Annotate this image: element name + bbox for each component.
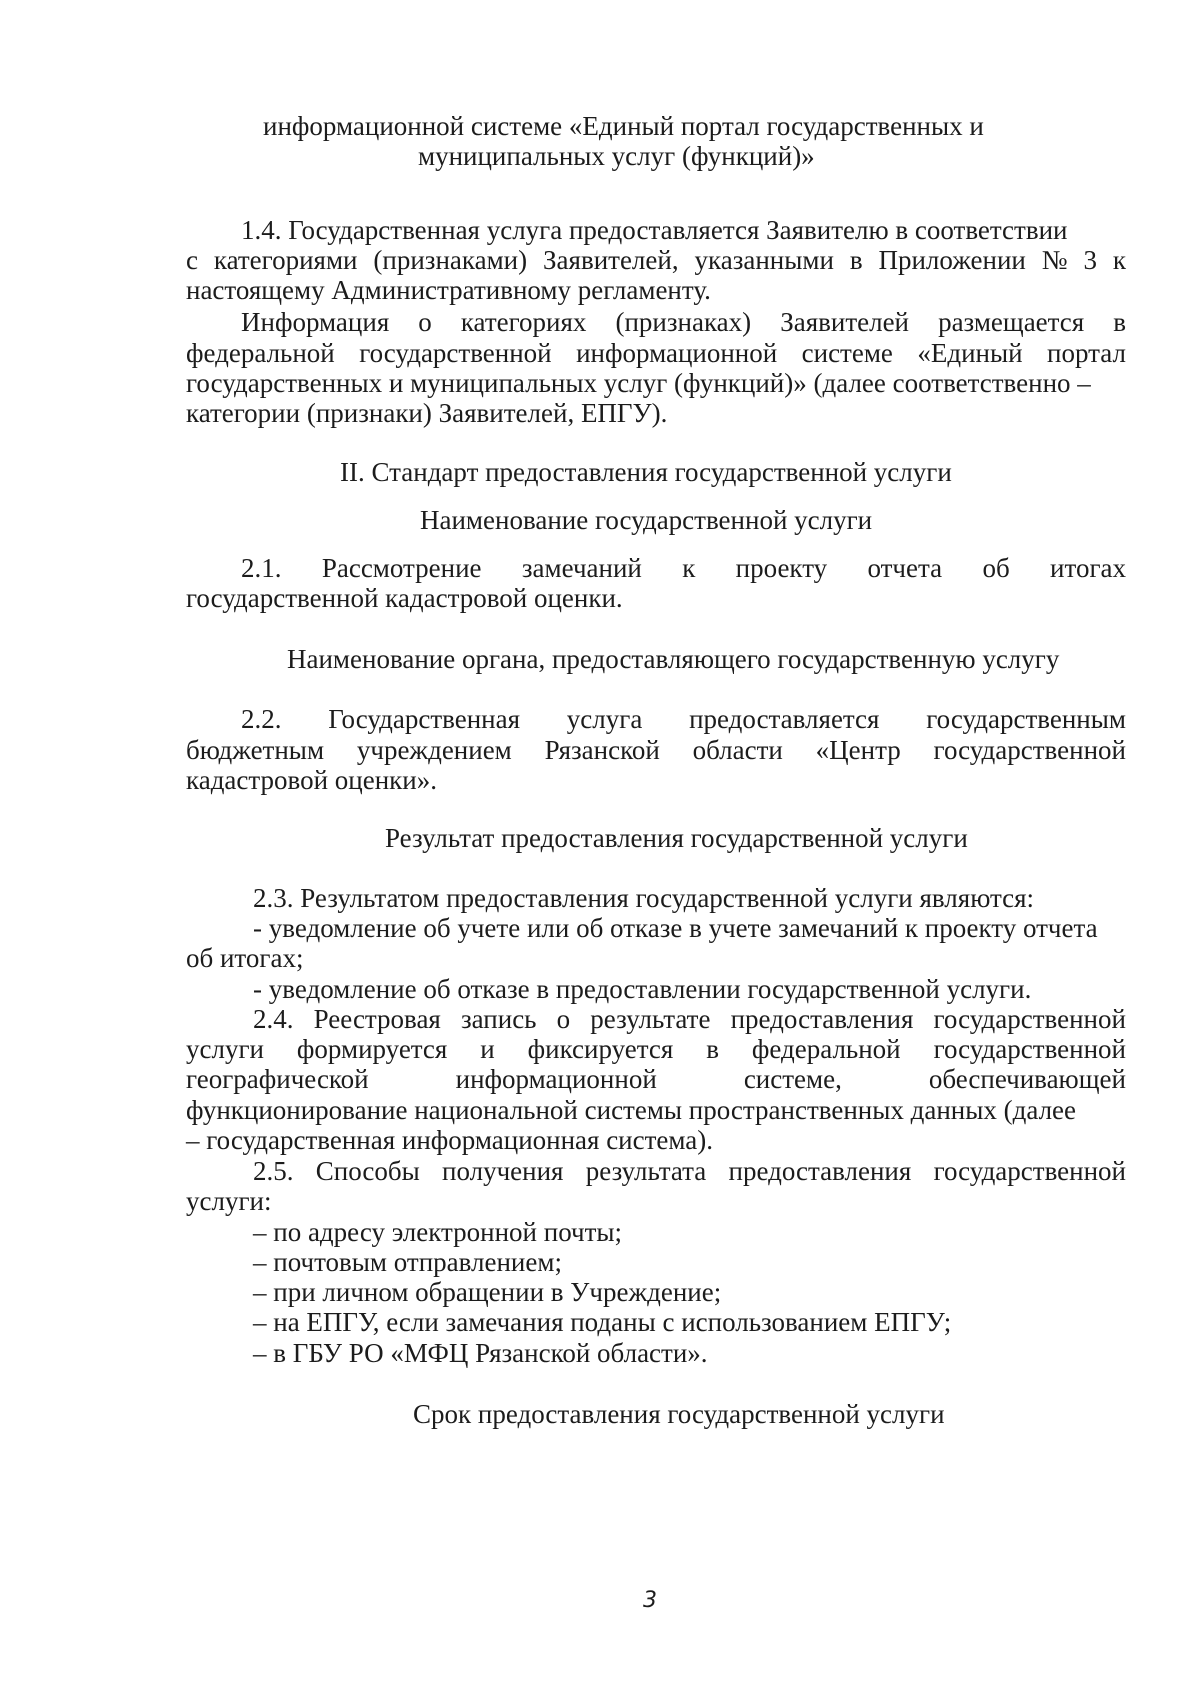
word: портал	[1047, 338, 1126, 368]
word: Заявителей	[780, 307, 910, 337]
word: Рязанской	[544, 735, 660, 765]
word: услуги	[186, 1034, 264, 1064]
word: государственной	[933, 735, 1126, 765]
word: о	[418, 307, 432, 337]
word: географической	[186, 1064, 369, 1094]
word: фиксируется	[527, 1034, 674, 1064]
word: к	[1112, 245, 1126, 275]
paragraph-info-line	[186, 337, 1126, 369]
paragraph-2-4-line	[186, 1063, 1126, 1095]
word: обеспечивающей	[928, 1064, 1126, 1094]
word: запись	[461, 1004, 537, 1034]
word: итогах	[1050, 553, 1126, 583]
subsection-heading: Наименование органа, предоставляющего государственную услугу	[287, 644, 1060, 674]
list-item: – в ГБУ РО «МФЦ Рязанской области».	[253, 1338, 708, 1368]
word: об	[982, 553, 1010, 583]
word: государственной	[359, 338, 552, 368]
paragraph-2-2-line	[186, 734, 1126, 766]
word: системе	[801, 338, 893, 368]
word: Способы	[315, 1156, 420, 1186]
word: категориях	[460, 307, 587, 337]
paragraph-2-5-line	[253, 1155, 1126, 1187]
word: предоставления	[730, 1004, 914, 1034]
word: 2.5.	[253, 1156, 294, 1186]
word: информационной	[576, 338, 778, 368]
paragraph-2-5-line: услуги:	[186, 1186, 272, 1216]
paragraph-2-3-line: - уведомление об учете или об отказе в учете замечаний к проекту отчета	[253, 913, 1098, 943]
paragraph-2-2-line	[241, 703, 1126, 735]
word: проекту	[735, 553, 828, 583]
paragraph-1-4-line	[186, 244, 1126, 276]
paragraph-2-4-line	[186, 1033, 1126, 1065]
word: Реестровая	[313, 1004, 441, 1034]
word: государственной	[933, 1034, 1126, 1064]
paragraph-1-4-line: настоящему Административному регламенту.	[186, 275, 711, 305]
word: области	[692, 735, 783, 765]
paragraph-info-line: государственных и муниципальных услуг (функций)» (далее соответственно –	[186, 368, 1091, 398]
subsection-heading: Результат предоставления государственной услуги	[385, 823, 968, 853]
word: услуга	[566, 704, 643, 734]
word: категориями	[213, 245, 358, 275]
word: предоставляется	[689, 704, 880, 734]
paragraph-2-3-line: 2.3. Результатом предоставления государственной услуги являются:	[253, 883, 1035, 913]
word: результата	[585, 1156, 707, 1186]
list-item: – по адресу электронной почты;	[253, 1217, 623, 1247]
paragraph-2-3-line: об итогах;	[186, 943, 304, 973]
word: с	[186, 245, 198, 275]
word: размещается	[938, 307, 1085, 337]
word: «Центр	[815, 735, 901, 765]
word: государственной	[933, 1004, 1126, 1034]
paragraph-1-4-line: 1.4. Государственная услуга предоставляется Заявителю в соответствии	[241, 215, 1068, 245]
word: государственной	[933, 1156, 1126, 1186]
word: федеральной	[751, 1034, 901, 1064]
word: государственным	[926, 704, 1126, 734]
paragraph-2-1-line	[241, 552, 1126, 584]
word: Государственная	[328, 704, 520, 734]
word: 2.1.	[241, 553, 282, 583]
word: Информация	[241, 307, 390, 337]
word: бюджетным	[186, 735, 325, 765]
word: получения	[442, 1156, 564, 1186]
subsection-heading: Срок предоставления государственной услуги	[413, 1399, 945, 1429]
list-item: – при личном обращении в Учреждение;	[253, 1277, 722, 1307]
subsection-heading: Наименование государственной услуги	[420, 505, 873, 535]
word: Заявителей,	[543, 245, 679, 275]
word: Рассмотрение	[321, 553, 482, 583]
word: в	[849, 245, 863, 275]
list-item: – почтовым отправлением;	[253, 1247, 562, 1277]
page-number: 3	[643, 1588, 657, 1613]
word: и	[480, 1034, 495, 1064]
word: 2.4.	[253, 1004, 294, 1034]
word: результате	[590, 1004, 711, 1034]
paragraph-2-3-line: - уведомление об отказе в предоставлении государственной услуги.	[253, 974, 1032, 1004]
word: указанными	[694, 245, 834, 275]
paragraph-info-line	[241, 306, 1126, 338]
word: замечаний	[521, 553, 642, 583]
word: в	[706, 1034, 719, 1064]
word: федеральной	[186, 338, 335, 368]
word: предоставления	[728, 1156, 912, 1186]
word: (признаками)	[373, 245, 528, 275]
paragraph-2-1-line: государственной кадастровой оценки.	[186, 583, 623, 613]
word: «Единый	[917, 338, 1023, 368]
word: о	[556, 1004, 571, 1034]
word: 2.2.	[241, 704, 282, 734]
text-line: муниципальных услуг (функций)»	[418, 141, 815, 171]
word: (признаках)	[615, 307, 752, 337]
word: Приложении	[878, 245, 1026, 275]
paragraph-2-2-line: кадастровой оценки».	[186, 765, 437, 795]
word: к	[682, 553, 696, 583]
word: информационной	[455, 1064, 657, 1094]
text-line: информационной системе «Единый портал государственных и	[263, 111, 984, 141]
list-item: – на ЕПГУ, если замечания поданы с использованием ЕПГУ;	[253, 1307, 952, 1337]
word: формируется	[296, 1034, 448, 1064]
word: 3	[1083, 245, 1097, 275]
paragraph-2-4-line: – государственная информационная система).	[186, 1125, 714, 1155]
word: отчета	[867, 553, 943, 583]
paragraph-2-4-line: функционирование национальной системы пространственных данных (далее	[186, 1095, 1077, 1125]
word: системе,	[743, 1064, 842, 1094]
paragraph-info-line: категории (признаки) Заявителей, ЕПГУ).	[186, 398, 668, 428]
paragraph-2-4-line	[253, 1003, 1126, 1035]
section-title: II. Стандарт предоставления государственной услуги	[340, 457, 952, 487]
word: №	[1041, 245, 1068, 275]
word: учреждением	[356, 735, 512, 765]
word: в	[1113, 307, 1126, 337]
